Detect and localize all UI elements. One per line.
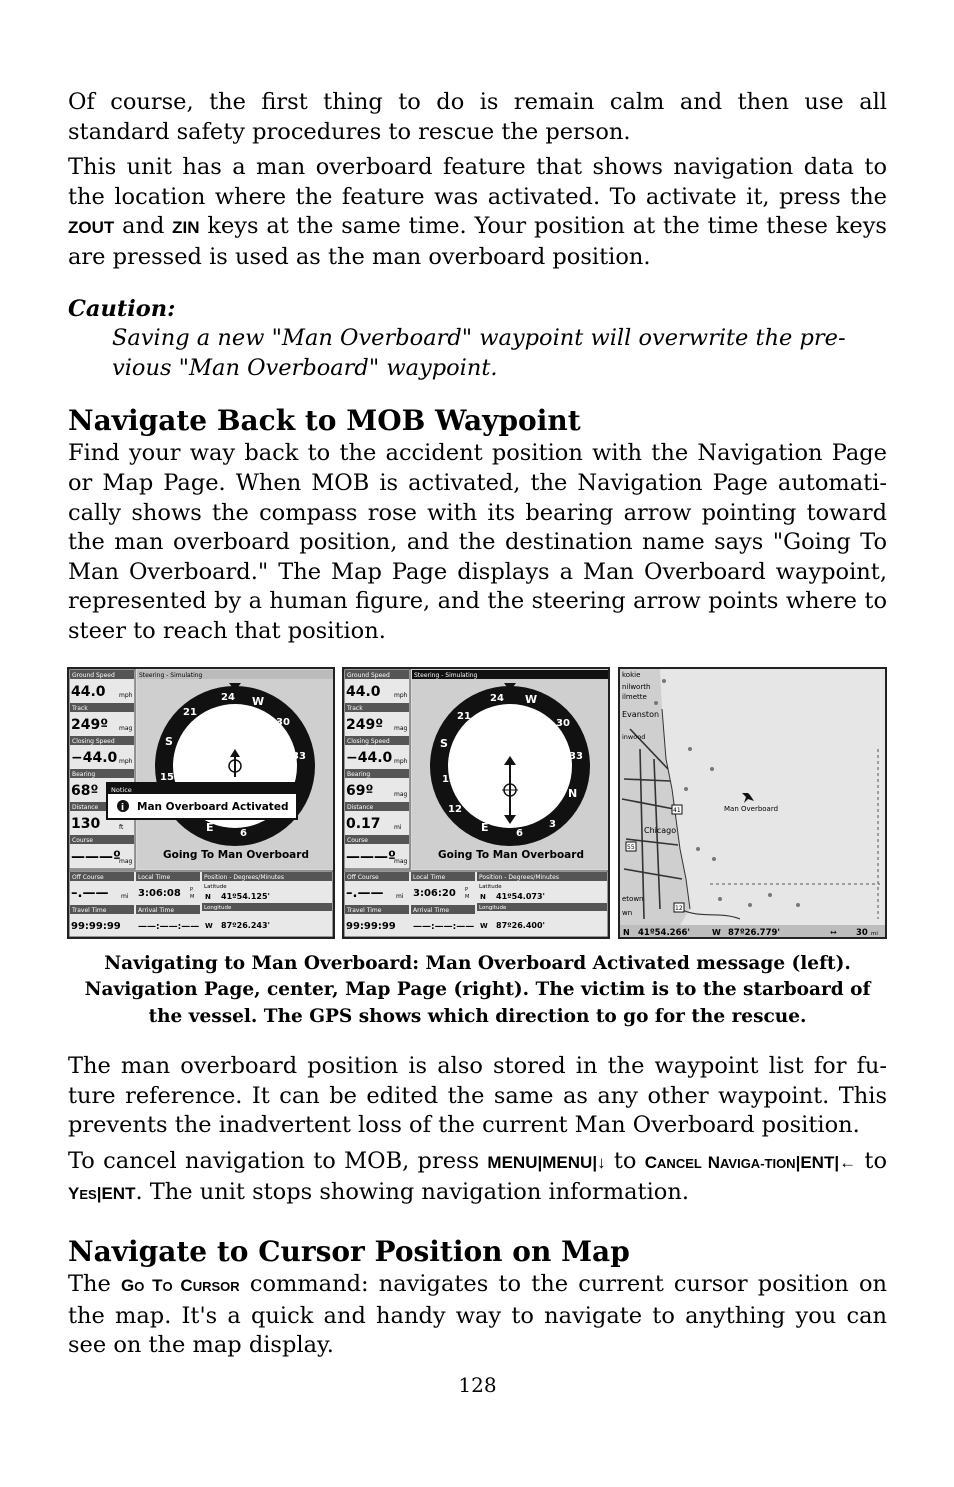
svg-text:P: P [190,886,194,893]
map-label-chicago: Chicago [644,825,677,835]
paragraph-navigate-mob: Find your way back to the accident position with the Navigation Page or Map Page. When MOB is activated, the Navigation Page automati-cally shows the compass rose with its bearing arrow pointing toward the man overboard position, and the destination name says "Going To Man Overboard." The Map Page displays a Man Overboard waypoint, represented by a human figure, and the steering arrow points where to steer to reach that position. [68,440,887,644]
svg-text:6: 6 [516,827,523,839]
svg-text:i: i [121,802,125,813]
svg-text:Travel Time: Travel Time [72,906,107,914]
svg-text:21: 21 [457,710,471,722]
svg-text:N: N [568,786,578,800]
svg-text:44.0: 44.0 [346,683,381,700]
svg-text:W: W [252,694,265,708]
svg-text:3:06:20: 3:06:20 [413,887,456,899]
svg-text:Longitude: Longitude [204,904,232,911]
svg-text:E: E [206,820,214,834]
svg-text:——:——:——: ——:——:—— [138,921,200,932]
svg-text:15: 15 [160,771,174,783]
paragraph-go-to-cursor: The GO TO CURSOR command: navigates to the current cursor position on the map. It's a quick and handy way to navigate to anything you can see on the map display. [68,1270,887,1359]
paragraph-intro: Of course, the first thing to do is remain calm and then use all standard safety procedures to rescue the person. [68,89,887,145]
svg-text:Arrival Time: Arrival Time [138,906,175,914]
svg-text:mi: mi [871,930,878,937]
screen-center-navigation [342,667,610,939]
figure-screens [67,667,887,937]
notice-message: Man Overboard Activated [137,800,289,813]
svg-text:12: 12 [675,904,683,912]
svg-text:mph: mph [119,691,133,699]
key-menu-2: MENU [542,1152,593,1172]
key-ent-1: ENT [800,1152,835,1172]
svg-text:33: 33 [569,750,583,762]
svg-text:33: 33 [292,750,306,762]
section-title-cursor: Navigate to Cursor Position on Map [68,1234,630,1268]
svg-text:Steering - Simulating: Steering - Simulating [414,671,478,679]
svg-text:–.——: –.—— [71,885,109,901]
map-status-bar [620,925,885,937]
bottom-data-row-left [69,871,333,937]
paragraph-waypoint-list: The man overboard position is also stored in the waypoint list for fu-ture reference. It can be edited the same as any other waypoint. This prevents the inadvertent loss of the current Man Overboard position. [68,1053,887,1139]
label-course: Course [72,836,93,844]
svg-text:Travel Time: Travel Time [347,906,382,914]
label-distance: Distance [72,803,99,811]
svg-text:Local Time: Local Time [413,873,446,881]
manual-page [68,88,887,1400]
svg-text:Ground Speed: Ground Speed [347,671,390,679]
svg-text:mph: mph [394,691,408,699]
svg-text:30: 30 [856,927,868,937]
label-track: Track [72,704,88,712]
label-ground-speed: Ground Speed [72,671,115,679]
scale-arrows-icon: ↔ [830,927,837,937]
svg-text:ft: ft [119,823,124,831]
svg-text:W: W [525,692,538,706]
left-arrow-icon: ← [839,1152,857,1172]
svg-text:S: S [165,734,173,748]
svg-text:0.17: 0.17 [346,815,381,832]
notice-title: Notice [111,785,132,794]
svg-text:Latitude: Latitude [204,883,227,890]
svg-text:———º: ———º [346,848,396,865]
key-menu-1: MENU [487,1152,538,1172]
svg-text:etown: etown [622,894,644,903]
value-bearing: 68º [71,782,99,799]
menu-cancel-navigation: CANCEL NAVIGA-TION [644,1152,796,1172]
bottom-data-row-center [344,871,608,937]
svg-text:3: 3 [549,818,556,830]
svg-text:−44.0: −44.0 [346,749,393,766]
svg-text:55: 55 [627,843,635,851]
value-distance: 130 [71,815,101,832]
svg-text:87º26.400': 87º26.400' [496,920,545,930]
svg-text:30: 30 [276,716,290,728]
svg-text:ilmette: ilmette [622,692,647,701]
svg-text:Position - Degrees/Minutes: Position - Degrees/Minutes [204,873,284,881]
section-title-navigate-mob: Navigate Back to MOB Waypoint [68,404,581,438]
svg-text:W: W [480,921,488,930]
svg-text:M: M [465,893,470,900]
paragraph-cancel-navigation: To cancel navigation to MOB, press MENU|MENU|↓ to CANCEL NAVIGA-TION|ENT|← to YES|ENT. The unit stops showing navigation information. [68,1147,887,1206]
caution-heading: Caution: [68,295,176,322]
map-label-evanston: Evanston [622,709,660,719]
svg-text:41º54.073': 41º54.073' [496,891,545,901]
svg-text:mag: mag [119,857,133,865]
map-label-man-overboard: Man Overboard [724,804,779,813]
svg-text:W: W [205,921,213,930]
svg-text:Off Course: Off Course [72,873,104,881]
svg-text:mag: mag [119,724,133,732]
screen-left-navigation-notice [67,667,335,939]
svg-text:249º: 249º [346,716,384,733]
label-closing-speed: Closing Speed [72,737,115,745]
menu-yes: YES [68,1184,97,1204]
data-column-left [69,669,135,869]
svg-text:87º26.779': 87º26.779' [728,927,781,937]
svg-text:kokie: kokie [622,670,641,679]
svg-text:Distance: Distance [347,803,374,811]
key-zin: ZIN [172,218,200,238]
destination-name: Going To Man Overboard [163,848,309,861]
svg-text:E: E [481,820,489,834]
svg-text:3:06:08: 3:06:08 [138,887,181,899]
svg-text:Latitude: Latitude [479,883,502,890]
value-ground-speed: 44.0 [71,683,106,700]
svg-text:24: 24 [221,691,235,703]
value-track: 249º [71,716,109,733]
svg-text:21: 21 [183,706,197,718]
svg-text:inwood: inwood [622,732,646,741]
svg-text:99:99:99: 99:99:99 [71,920,121,932]
svg-text:mi: mi [121,892,129,900]
label-steering: Steering - Simulating [139,671,203,679]
svg-text:mph: mph [394,757,408,765]
svg-text:6: 6 [240,827,247,839]
svg-text:30: 30 [556,717,570,729]
svg-text:Closing Speed: Closing Speed [347,737,390,745]
svg-text:Off Course: Off Course [347,873,379,881]
figure-caption: Navigating to Man Overboard: Man Overboard Activated message (left). Navigation Page, center, Map Page (right). The victim is to the starboard of the vessel. The GPS shows which direction to go for the rescue. [84,952,871,1027]
svg-text:–.——: –.—— [346,885,384,901]
svg-text:——:——:——: ——:——:—— [413,921,475,932]
screen-right-map [618,667,887,939]
svg-text:Going To Man Overboard: Going To Man Overboard [438,848,584,861]
svg-text:12: 12 [448,803,462,815]
svg-text:15: 15 [442,773,456,785]
svg-text:Position - Degrees/Minutes: Position - Degrees/Minutes [479,873,559,881]
command-go-to-cursor: GO TO CURSOR [121,1275,240,1295]
svg-text:mag: mag [394,724,408,732]
svg-text:Local Time: Local Time [138,873,171,881]
svg-text:Bearing: Bearing [347,770,371,778]
value-course: ———º [71,848,121,865]
svg-text:41º54.125': 41º54.125' [221,891,270,901]
svg-text:mag: mag [394,790,408,798]
key-ent-2: ENT [101,1184,136,1204]
svg-text:87º26.243': 87º26.243' [221,920,270,930]
notice-popup[interactable] [107,783,297,819]
svg-text:S: S [440,736,448,750]
svg-text:41: 41 [673,806,681,814]
svg-text:N: N [205,892,211,901]
svg-text:mag: mag [394,857,408,865]
svg-text:Track: Track [347,704,363,712]
svg-text:24: 24 [490,692,504,704]
down-arrow-icon: ↓ [597,1152,606,1172]
svg-text:99:99:99: 99:99:99 [346,920,396,932]
svg-text:N: N [623,927,630,937]
value-closing-speed: −44.0 [71,749,118,766]
svg-text:M: M [190,893,195,900]
data-column-center [344,669,410,869]
svg-text:69º: 69º [346,782,374,799]
paragraph-mob-feature: This unit has a man overboard feature that shows navigation data to the location where the feature was activated. To activate it, press the ZOUT and ZIN keys at the same time. Your position at the time these keys are pressed is used as the man overboard position. [68,154,887,270]
svg-text:mi: mi [396,892,404,900]
svg-text:P: P [465,886,469,893]
label-bearing: Bearing [72,770,96,778]
svg-text:41º54.266': 41º54.266' [638,927,691,937]
svg-text:mi: mi [394,823,402,831]
svg-text:mph: mph [119,757,133,765]
svg-text:Arrival Time: Arrival Time [413,906,450,914]
svg-text:N: N [480,892,486,901]
svg-text:Course: Course [347,836,368,844]
caution-body: Saving a new "Man Overboard" waypoint will overwrite the pre-vious "Man Overboard" waypoint. [112,325,846,381]
svg-text:Longitude: Longitude [479,904,507,911]
svg-text:W: W [712,927,721,937]
svg-text:wn: wn [622,908,633,917]
key-zout: ZOUT [68,218,115,238]
svg-text:nilworth: nilworth [622,682,651,691]
page-number: 128 [458,1372,497,1397]
